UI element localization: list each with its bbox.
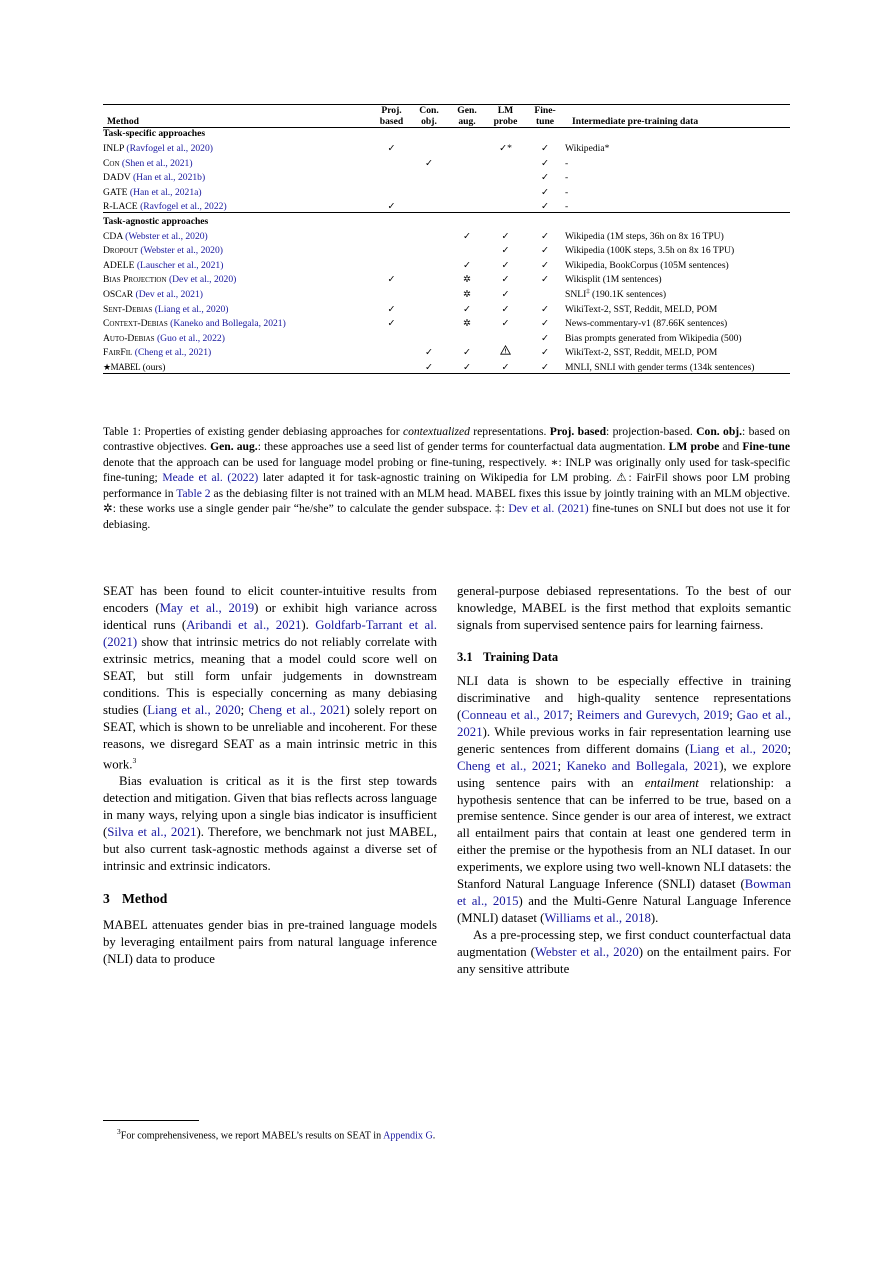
paragraph-bias-evaluation [103, 773, 437, 875]
footnote-block [103, 1120, 437, 1142]
method-name: DADV [103, 172, 131, 184]
paragraph-general-purpose: general-purpose debiased representations. To the best of our knowledge, MABEL is the first method that exploits semantic signals from supervised sentence pairs for learning fairness. [457, 584, 791, 632]
paragraph-mabel-intro: MABEL attenuates gender bias in pre-trained language models by leveraging entailment pairs from natural language inference (NLI) data to produce [103, 917, 437, 966]
method-citation[interactable]: (Han et al., 2021a) [129, 186, 202, 198]
citation-goldfarb-tarrant-2021[interactable]: Goldfarb-Tarrant et al. (2021) [103, 617, 437, 649]
table-header-row [103, 106, 790, 128]
cell-con: ✓ [424, 361, 434, 373]
cell-ft: ✓ [540, 347, 550, 359]
table-1 [103, 104, 790, 378]
col-header-gen-line1: Gen. [457, 105, 477, 116]
cell-gen: ✓ [462, 259, 472, 271]
p2-text-b: ). Therefore, we benchmark not just MABEL, but also current task-agnostic methods against a diverse set of intrinsic and extrinsic indicators. [103, 824, 437, 873]
p1-text-a: SEAT has been found to elicit counter-intuitive results from encoders ( [103, 584, 437, 615]
p1-text-c: ). [301, 617, 316, 632]
caption-text-7: denote that the approach can be used for language model probing or fine-tuning, respectively. ∗: INLP was originally only used for task-specific fine-tuning; [103, 455, 790, 485]
citation-webster-2020[interactable]: Webster et al., 2020 [534, 945, 639, 960]
citation-gao-2021[interactable]: Gao et al., 2021 [457, 707, 791, 739]
cell-lm [486, 183, 525, 198]
cell-proj [373, 285, 410, 300]
method-cell [103, 285, 373, 300]
cell-lm: ✓ [501, 274, 510, 286]
method-name: Sent-Debias [103, 303, 153, 315]
cell-lm [486, 154, 525, 169]
r3-text-a: As a pre-processing step, we first conduct counterfactual data augmentation ( [457, 928, 791, 960]
cell-data: News-commentary-v1 (87.66K sentences) [565, 318, 728, 330]
method-name: ADELE [103, 259, 135, 271]
col-header-gen-aug [448, 106, 486, 128]
col-header-proj-line2: based [379, 115, 404, 127]
r3-text-b: ) on the entailment pairs. For any sensitive attribute [457, 945, 791, 977]
cell-lm [486, 343, 525, 358]
footnote-text [103, 1125, 437, 1142]
cell-proj [373, 154, 410, 169]
cell-data: MNLI, SNLI with gender terms (134k sentences) [565, 361, 755, 373]
col-header-con-obj [410, 106, 448, 128]
cell-gen: ✲ [462, 289, 472, 300]
col-header-proj-line1: Proj. [381, 105, 402, 116]
citation-conneau-2017[interactable]: Conneau et al., 2017 [461, 707, 570, 722]
cell-data: Wikipedia (1M steps, 36h on 8x 16 TPU) [565, 230, 724, 242]
cell-data: Wikipedia* [565, 143, 610, 155]
col-header-method: Method [107, 115, 139, 127]
caption-text-3: : projection-based. [606, 425, 697, 438]
cell-data: - [565, 172, 569, 184]
caption-text-1: Properties of existing gender debiasing approaches for [140, 425, 403, 438]
citation-reimers-gurevych-2019[interactable]: Reimers and Gurevych, 2019 [576, 707, 730, 722]
cell-con [410, 329, 448, 344]
cell-ft: ✓ [540, 245, 550, 257]
cell-lm: ✓ [501, 318, 510, 330]
p1-text-f: ) solely report on SEAT, which is shown to be unreliable and incoherent. For these reasons, we disregard SEAT as a main intrinsic metric in this work. [103, 702, 437, 771]
cell-proj [373, 256, 410, 271]
caption-text-2: representations. [469, 425, 550, 438]
group-header-task-specific [103, 129, 790, 139]
citation-liang-2020-right[interactable]: Liang et al., 2020 [689, 741, 788, 756]
method-cell [103, 227, 373, 242]
caption-text-6: and [719, 440, 743, 454]
table-row [103, 329, 790, 344]
method-citation[interactable]: (Liang et al., 2020) [154, 303, 229, 315]
r2-text-g: ), we explore using sentence pairs with an [457, 758, 791, 790]
method-name: INLP [103, 143, 124, 155]
citation-kaneko-bollegala-2021[interactable]: Kaneko and Bollegala, 2021 [566, 758, 720, 773]
double-dagger-marker: ‡ [586, 287, 590, 295]
cell-con: ✓ [424, 347, 434, 359]
citation-bowman-2015[interactable]: Bowman et al., 2015 [457, 877, 791, 909]
cell-gen: ✓ [462, 361, 472, 373]
table-row [103, 241, 790, 256]
properties-table [103, 104, 790, 378]
cell-con [410, 256, 448, 271]
cell-gen [448, 168, 486, 183]
method-name: Auto-Debias [103, 332, 155, 344]
cell-proj [373, 168, 410, 183]
method-cell [103, 314, 373, 329]
cell-lm: ✓ [501, 259, 510, 271]
p1-text-b: ) or exhibit high variance across identical runs ( [103, 600, 437, 632]
cell-lm [486, 197, 525, 212]
table-caption [103, 424, 790, 532]
cell-proj [373, 183, 410, 198]
paragraph-nli-data [457, 673, 791, 927]
cell-lm [486, 329, 525, 344]
method-name: Context-Debias [103, 318, 168, 330]
col-header-intermediate-data: Intermediate pre-training data [572, 115, 699, 127]
col-header-fine-tune [525, 106, 565, 128]
col-header-ft-line2: tune [535, 115, 555, 127]
cell-data: Wikipedia (100K steps, 3.5h on 8x 16 TPU) [565, 245, 735, 257]
cell-lm: ✓ [501, 289, 510, 300]
cell-data: WikiText-2, SST, Reddit, MELD, POM [565, 303, 718, 315]
cell-ft: ✓ [540, 201, 550, 213]
method-name: CDA [103, 230, 123, 242]
italic-entailment: entailment [644, 775, 699, 790]
caption-bold-gen: Gen. aug. [210, 440, 258, 454]
cell-con [410, 168, 448, 183]
cell-ft: ✓ [540, 186, 550, 198]
cell-ft: ✓ [540, 157, 550, 169]
footnote-rule [103, 1120, 199, 1121]
citation-cheng-2021-right[interactable]: Cheng et al., 2021 [457, 758, 558, 773]
p1-text-d: show that intrinsic metrics do not reliably correlate with extrinsic metrics, meaning that a model could score well on SEAT, but still form unfair judgements in downstream conditions. This is especially concerning as many debiasing studies ( [103, 634, 437, 717]
method-cell [103, 241, 373, 256]
cell-gen: ✓ [462, 347, 472, 359]
caption-text-4: : based on contrastive objectives. [103, 425, 790, 454]
cell-con [410, 227, 448, 242]
cell-ft: ✓ [540, 318, 550, 330]
method-name: FairFil [103, 347, 133, 359]
r2-text-c: ; [729, 707, 737, 722]
method-citation[interactable]: (Dev et al., 2021) [135, 289, 203, 300]
cell-con [410, 314, 448, 329]
caption-text-10: fine-tunes on SNLI but does not use it for debiasing. [103, 502, 790, 531]
method-citation[interactable]: (Ravfogel et al., 2022) [140, 201, 227, 213]
method-citation[interactable]: (Dev et al., 2020) [168, 274, 237, 286]
group-header-task-agnostic [103, 217, 790, 227]
subsection-number: 3.1 [457, 649, 473, 664]
method-cell [103, 358, 373, 373]
method-cell [103, 154, 373, 169]
paragraph-preprocessing [457, 927, 791, 978]
col-header-lm-line1: LM [497, 105, 514, 116]
method-cell [103, 300, 373, 315]
method-name: Con [103, 157, 120, 169]
cell-lm: ✓* [499, 143, 512, 155]
method-citation[interactable]: (Lauscher et al., 2021) [136, 259, 224, 271]
r2-text-j: ). [650, 911, 659, 926]
cell-ft: ✓ [540, 332, 550, 344]
method-citation[interactable]: (Kaneko and Bollegala, 2021) [170, 318, 286, 330]
cell-proj: ✓ [387, 143, 396, 155]
method-cell [103, 139, 373, 154]
method-name: Bias Projection [103, 274, 167, 286]
method-cell [103, 329, 373, 344]
method-citation[interactable]: (Ravfogel et al., 2020) [126, 143, 213, 155]
method-name: GATE [103, 186, 128, 198]
cell-gen [448, 183, 486, 198]
method-name: R-LACE [103, 201, 138, 213]
body-right-column [457, 583, 791, 978]
cell-con: ✓ [424, 157, 434, 169]
cell-con [410, 300, 448, 315]
cell-ft: ✓ [540, 172, 550, 184]
caption-text-5: : these approaches use a seed list of gender terms for counterfactual data augmentation. [257, 440, 669, 454]
cell-data: - [565, 186, 569, 198]
table-row [103, 227, 790, 242]
star-icon-mabel: ★MABEL [103, 361, 141, 372]
table-row [103, 300, 790, 315]
method-citation[interactable]: (Han et al., 2021b) [132, 172, 206, 184]
caption-bold-proj: Proj. based [549, 425, 607, 438]
caption-text-9: as the debiasing filter is not trained with an MLM head. MABEL fixes this issue by jointly training with an MLM objective. ✲: these works use a single gender pair “he/she” to calculate the gender subspace. ‡: [103, 486, 790, 516]
subsection-heading-training-data [457, 650, 791, 665]
r2-text-f: ; [557, 758, 567, 773]
cell-data: Wikipedia, BookCorpus (105M sentences) [565, 259, 729, 271]
cell-gen [448, 329, 486, 344]
cell-con [410, 183, 448, 198]
method-cell [103, 197, 373, 212]
cell-gen: ✓ [462, 303, 472, 315]
method-citation[interactable]: (Cheng et al., 2021) [134, 347, 212, 359]
r2-text-h: relationship: a hypothesis sentence that can be inferred to be true, based on a premise sentence. Since gender is our area of interest, we extract all entailment pairs that contain at least one gendered term in either the premise or the hypothesis from an NLI dataset. In our experiments, we explore using two well-known NLI datasets: the Stanford Natural Language Inference (SNLI) dataset ( [457, 775, 791, 892]
cell-con [410, 285, 448, 300]
cell-proj: ✓ [387, 303, 396, 315]
cell-ft: ✓ [540, 274, 550, 286]
table-row [103, 343, 790, 358]
cell-proj: ✓ [387, 274, 396, 286]
cell-gen [448, 139, 486, 154]
cell-gen [448, 241, 486, 256]
citation-liang-2020[interactable]: Liang et al., 2020 [147, 702, 241, 717]
table-row [103, 314, 790, 329]
r2-text-i: ) and the Multi-Genre Natural Language Inference (MNLI) dataset ( [457, 894, 791, 926]
caption-bold-lmprobe: LM probe [668, 440, 720, 454]
col-header-gen-line2: aug. [458, 115, 476, 127]
caption-citation-meade[interactable]: Meade et al. (2022) [162, 471, 259, 485]
cell-gen: ✓ [462, 230, 472, 242]
caption-italic-contextualized: contextualized [402, 425, 470, 438]
cell-proj [373, 241, 410, 256]
cell-gen [448, 154, 486, 169]
cell-gen [448, 197, 486, 212]
table-row [103, 285, 790, 300]
cell-proj [373, 329, 410, 344]
r2-text-d: ). While previous works in fair representation learning use generic sentences from different domains ( [457, 724, 791, 756]
cell-lm: ✓ [501, 230, 510, 242]
col-header-ft-line1: Fine- [534, 105, 556, 116]
footnote-text-a: For comprehensiveness, we report MABEL’s results on SEAT in [120, 1130, 384, 1142]
cell-lm: ✓ [501, 361, 510, 373]
caption-bold-finetune: Fine-tune [742, 440, 790, 454]
col-header-con-line1: Con. [419, 105, 439, 116]
table-row-mabel [103, 358, 790, 373]
section-number: 3 [103, 891, 110, 907]
table-row [103, 168, 790, 183]
method-name: Dropout [103, 245, 138, 257]
table-bottom-rule [103, 373, 790, 378]
footnote-text-b: . [432, 1130, 436, 1142]
method-citation: (ours) [142, 361, 166, 373]
table-row [103, 270, 790, 285]
caption-label: Table 1: [103, 425, 141, 438]
method-cell [103, 343, 373, 358]
table-row [103, 256, 790, 271]
group-label: Task-agnostic approaches [103, 216, 209, 228]
col-header-con-line2: obj. [421, 115, 437, 127]
cell-ft: ✓ [540, 303, 550, 315]
table-row [103, 139, 790, 154]
method-cell [103, 270, 373, 285]
method-citation[interactable]: (Webster et al., 2020) [125, 230, 208, 242]
cell-gen: ✲ [462, 318, 472, 330]
cell-proj: ✓ [387, 201, 396, 213]
cell-con [410, 139, 448, 154]
caption-citation-dev[interactable]: Dev et al. (2021) [508, 502, 589, 516]
cell-proj [373, 358, 410, 373]
cell-data: - [565, 201, 569, 213]
table-row [103, 183, 790, 198]
r2-text-b: ; [569, 707, 577, 722]
col-header-lm-line2: probe [493, 115, 518, 127]
section-title: Method [122, 891, 168, 907]
method-citation[interactable]: (Guo et al., 2022) [156, 332, 225, 344]
method-cell [103, 168, 373, 183]
footnote-marker-3[interactable]: 3 [132, 755, 137, 765]
cell-proj [373, 227, 410, 242]
citation-silva-2021[interactable]: Silva et al., 2021 [107, 824, 197, 839]
subsection-title: Training Data [483, 649, 559, 664]
citation-williams-2018[interactable]: Williams et al., 2018 [544, 911, 651, 926]
col-header-proj-based [373, 106, 410, 128]
r2-text-e: ; [787, 741, 791, 756]
cell-gen: ✲ [462, 274, 472, 286]
method-cell [103, 183, 373, 198]
method-name: OSCaR [103, 289, 134, 300]
method-citation[interactable]: (Shen et al., 2021) [121, 157, 193, 169]
table-row [103, 154, 790, 169]
caption-bold-con: Con. obj. [696, 425, 743, 438]
cell-data: Wikisplit (1M sentences) [565, 274, 662, 286]
cell-con [410, 197, 448, 212]
footnote-link-appendix-g[interactable]: Appendix G [383, 1130, 433, 1142]
col-header-lm-probe [486, 106, 525, 128]
cell-lm [486, 168, 525, 183]
p2-text-a: Bias evaluation is critical as it is the first step towards detection and mitigation. Given that bias reflects across language in many ways, relying upon a single bias indicator is insufficient ( [103, 773, 437, 839]
cell-ft: ✓ [540, 230, 550, 242]
caption-ref-table2[interactable]: Table 2 [176, 486, 211, 500]
caption-text-8: later adapted it for task-agnostic training on Wikipedia for LM probing. ⚠: FairFil shows poor LM probing performance in [103, 471, 791, 500]
method-cell [103, 256, 373, 271]
paragraph-seat [103, 583, 437, 773]
cell-ft: ✓ [540, 259, 550, 271]
cell-con [410, 270, 448, 285]
cell-data: WikiText-2, SST, Reddit, MELD, POM [565, 347, 718, 359]
footnote-number: 3 [117, 1127, 121, 1136]
cell-con [410, 241, 448, 256]
body-left-column [103, 583, 437, 968]
cell-data: Bias prompts generated from Wikipedia (500) [565, 332, 742, 344]
cell-ft: ✓ [540, 143, 550, 155]
p1-text-e: ; [240, 702, 249, 717]
group-label: Task-specific approaches [103, 128, 206, 140]
warning-triangle-icon [500, 345, 511, 358]
cell-ft [525, 285, 565, 300]
table-row [103, 197, 790, 212]
cell-ft: ✓ [540, 361, 550, 373]
cell-lm: ✓ [501, 245, 510, 257]
r2-text-a: NLI data is shown to be especially effective in training discriminative and high-quality sentence representations ( [457, 673, 791, 722]
cell-proj: ✓ [387, 318, 396, 330]
citation-may-2019[interactable]: May et al., 2019 [159, 600, 255, 615]
cell-proj [373, 343, 410, 358]
citation-aribandi-2021[interactable]: Aribandi et al., 2021 [186, 617, 302, 632]
cell-data: SNLI‡ (190.1K sentences) [565, 287, 667, 300]
cell-lm: ✓ [501, 303, 510, 315]
citation-cheng-2021[interactable]: Cheng et al., 2021 [248, 702, 346, 717]
cell-data: - [565, 157, 569, 169]
section-heading-method [103, 891, 437, 907]
method-citation[interactable]: (Webster et al., 2020) [140, 245, 223, 257]
